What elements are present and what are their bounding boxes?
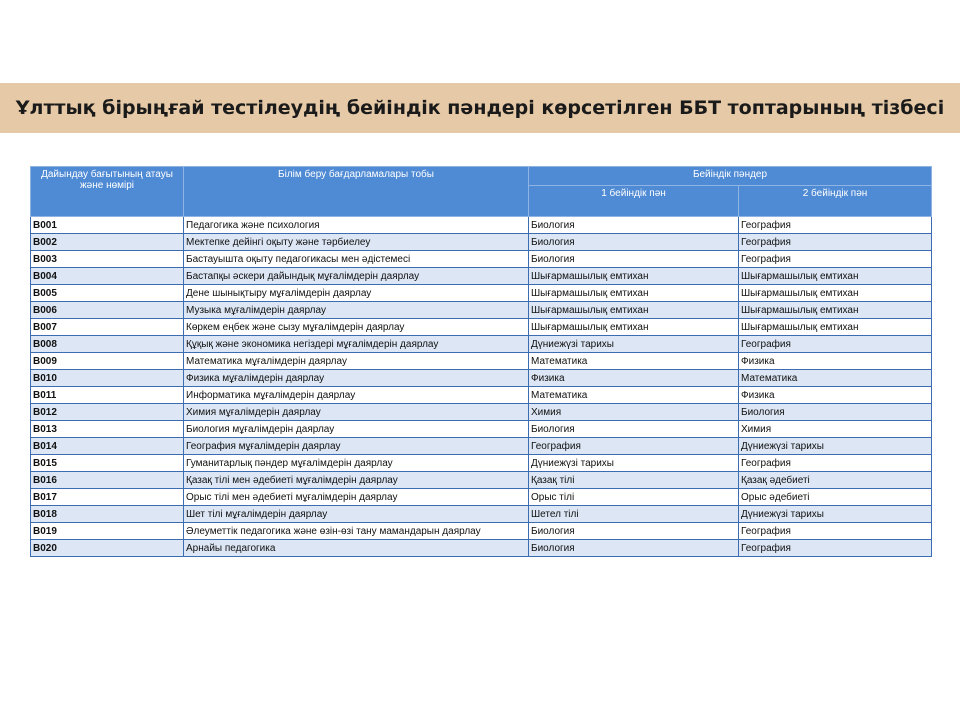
title-banner xyxy=(0,83,960,133)
row-program-name: Бастауышта оқыту педагогикасы мен әдістемесі xyxy=(184,251,529,268)
row-program-name: Мектепке дейінгі оқыту және тәрбиелеу xyxy=(184,234,529,251)
row-subject-2: География xyxy=(739,251,932,268)
row-subject-1: Математика xyxy=(529,353,739,370)
header-row xyxy=(31,167,932,186)
row-subject-1: Биология xyxy=(529,540,739,557)
table-row xyxy=(31,489,932,506)
page-title: Ұлттық бірыңғай тестілеудің бейіндік пәндері көрсетілген ББТ топтарының тізбесі xyxy=(15,97,945,119)
row-subject-2: География xyxy=(739,523,932,540)
row-subject-2: Шығармашылық емтихан xyxy=(739,302,932,319)
row-subject-2: География xyxy=(739,336,932,353)
row-code: B017 xyxy=(31,489,184,506)
row-subject-2: Қазақ әдебиеті xyxy=(739,472,932,489)
row-subject-2: Химия xyxy=(739,421,932,438)
row-program-name: Педагогика және психология xyxy=(184,217,529,234)
table-row xyxy=(31,421,932,438)
row-code: B002 xyxy=(31,234,184,251)
row-code: B013 xyxy=(31,421,184,438)
row-subject-1: География xyxy=(529,438,739,455)
row-code: B020 xyxy=(31,540,184,557)
row-subject-1: Шығармашылық емтихан xyxy=(529,319,739,336)
row-subject-1: Шығармашылық емтихан xyxy=(529,268,739,285)
header-direction: Дайындау бағытының атауы және нөмірі xyxy=(31,167,184,217)
row-subject-2: Шығармашылық емтихан xyxy=(739,319,932,336)
row-code: B016 xyxy=(31,472,184,489)
row-program-name: Музыка мұғалімдерін даярлау xyxy=(184,302,529,319)
table-row xyxy=(31,251,932,268)
table-row xyxy=(31,302,932,319)
row-subject-2: Шығармашылық емтихан xyxy=(739,285,932,302)
header-subject-2: 2 бейіндік пән xyxy=(739,186,932,217)
header-profile-subjects: Бейіндік пәндер xyxy=(529,167,932,186)
row-program-name: Биология мұғалімдерін даярлау xyxy=(184,421,529,438)
row-subject-2: Биология xyxy=(739,404,932,421)
header-subject-1: 1 бейіндік пән xyxy=(529,186,739,217)
row-subject-1: Физика xyxy=(529,370,739,387)
row-program-name: Қазақ тілі мен әдебиеті мұғалімдерін даярлау xyxy=(184,472,529,489)
row-code: B019 xyxy=(31,523,184,540)
row-subject-2: География xyxy=(739,540,932,557)
table-row xyxy=(31,404,932,421)
row-program-name: Орыс тілі мен әдебиеті мұғалімдерін даярлау xyxy=(184,489,529,506)
table-row xyxy=(31,234,932,251)
row-code: B006 xyxy=(31,302,184,319)
row-program-name: Дене шынықтыру мұғалімдерін даярлау xyxy=(184,285,529,302)
row-subject-1: Шығармашылық емтихан xyxy=(529,302,739,319)
row-subject-2: Физика xyxy=(739,353,932,370)
table-row xyxy=(31,506,932,523)
table-row xyxy=(31,472,932,489)
row-subject-2: Физика xyxy=(739,387,932,404)
row-subject-1: Орыс тілі xyxy=(529,489,739,506)
row-subject-2: География xyxy=(739,455,932,472)
row-subject-1: Химия xyxy=(529,404,739,421)
row-subject-1: Биология xyxy=(529,217,739,234)
table-row xyxy=(31,455,932,472)
row-code: B018 xyxy=(31,506,184,523)
subjects-table xyxy=(30,166,932,557)
table-body xyxy=(31,217,932,557)
row-subject-2: Дүниежүзі тарихы xyxy=(739,506,932,523)
row-subject-1: Қазақ тілі xyxy=(529,472,739,489)
row-code: B014 xyxy=(31,438,184,455)
row-subject-1: Биология xyxy=(529,234,739,251)
row-subject-2: География xyxy=(739,234,932,251)
row-code: B009 xyxy=(31,353,184,370)
row-code: B008 xyxy=(31,336,184,353)
row-program-name: Шет тілі мұғалімдерін даярлау xyxy=(184,506,529,523)
row-program-name: Химия мұғалімдерін даярлау xyxy=(184,404,529,421)
row-program-name: Құқық және экономика негіздері мұғалімдерін даярлау xyxy=(184,336,529,353)
table-row xyxy=(31,438,932,455)
table-row xyxy=(31,319,932,336)
row-code: B004 xyxy=(31,268,184,285)
row-program-name: Информатика мұғалімдерін даярлау xyxy=(184,387,529,404)
row-subject-1: Биология xyxy=(529,523,739,540)
row-program-name: Әлеуметтік педагогика және өзін-өзі тану мамандарын даярлау xyxy=(184,523,529,540)
table-row xyxy=(31,540,932,557)
row-code: B010 xyxy=(31,370,184,387)
table-row xyxy=(31,268,932,285)
row-subject-1: Дүниежүзі тарихы xyxy=(529,336,739,353)
row-program-name: Математика мұғалімдерін даярлау xyxy=(184,353,529,370)
row-subject-1: Дүниежүзі тарихы xyxy=(529,455,739,472)
row-subject-2: Дүниежүзі тарихы xyxy=(739,438,932,455)
row-code: B005 xyxy=(31,285,184,302)
row-program-name: Гуманитарлық пәндер мұғалімдерін даярлау xyxy=(184,455,529,472)
row-code: B001 xyxy=(31,217,184,234)
row-subject-1: Шығармашылық емтихан xyxy=(529,285,739,302)
row-subject-1: Математика xyxy=(529,387,739,404)
row-subject-1: Биология xyxy=(529,421,739,438)
row-code: B015 xyxy=(31,455,184,472)
row-subject-1: Шетел тілі xyxy=(529,506,739,523)
table-row xyxy=(31,285,932,302)
row-program-name: Бастапқы әскери дайындық мұғалімдерін даярлау xyxy=(184,268,529,285)
row-subject-1: Биология xyxy=(529,251,739,268)
row-code: B011 xyxy=(31,387,184,404)
row-code: B012 xyxy=(31,404,184,421)
row-program-name: Физика мұғалімдерін даярлау xyxy=(184,370,529,387)
table-row xyxy=(31,353,932,370)
row-code: B003 xyxy=(31,251,184,268)
header-program-group: Білім беру бағдарламалары тобы xyxy=(184,167,529,217)
table-row xyxy=(31,370,932,387)
table-row xyxy=(31,523,932,540)
table-row xyxy=(31,387,932,404)
row-subject-2: Орыс әдебиеті xyxy=(739,489,932,506)
row-program-name: Арнайы педагогика xyxy=(184,540,529,557)
row-subject-2: Математика xyxy=(739,370,932,387)
table-row xyxy=(31,217,932,234)
row-program-name: География мұғалімдерін даярлау xyxy=(184,438,529,455)
table-row xyxy=(31,336,932,353)
row-code: B007 xyxy=(31,319,184,336)
row-subject-2: Шығармашылық емтихан xyxy=(739,268,932,285)
row-subject-2: География xyxy=(739,217,932,234)
row-program-name: Көркем еңбек және сызу мұғалімдерін даярлау xyxy=(184,319,529,336)
